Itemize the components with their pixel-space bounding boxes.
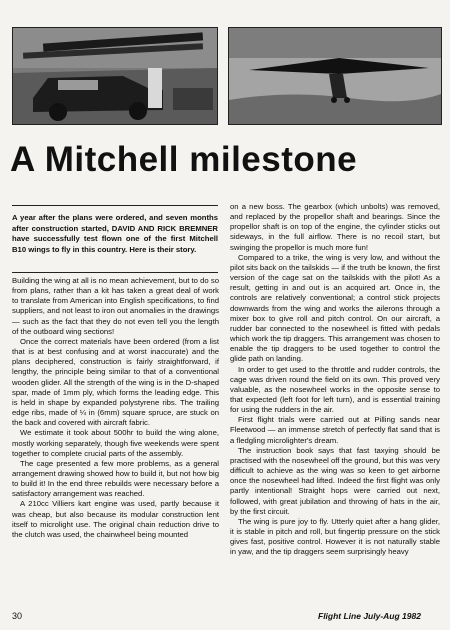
aircraft-in-flight-photo [229, 28, 441, 124]
paragraph: The cage presented a few more problems, as a general arrangement drawing showed how to build it, but not how big to build it! In the end three rebuilds were necessary before a satisfactory arrangement was reached. [12, 458, 219, 499]
article-title: A Mitchell milestone [10, 140, 358, 179]
photo-car-transporting-wing [12, 27, 218, 125]
paragraph: The wing is pure joy to fly. Utterly quiet after a hang glider, it is stable in pitch and roll, but fingertip pressure on the stick gives fast, positive control. However it is not naturally stable in yaw, and the tip draggers seem surprisingly heavy [230, 516, 440, 557]
paragraph: We estimate it took about 500hr to build the wing alone, mostly working separately, though five weekends were spent together to complete crucial parts of the assembly. [12, 428, 219, 458]
publication-footer: Flight Line July-Aug 1982 [318, 611, 421, 621]
paragraph: Compared to a trike, the wing is very low, and without the pilot sits back on the tailskids — if the truth be known, the first version of the cage sat on the tailskids with the pilot! As a result, getting in and out is an acquired art. Once in, the controls are relatively conventional; a control stick projects downwards from the wing and works the ailerons through a mixer box to give roll and pitch control. On our aircraft, a rudder bar connected to the nosewheel is fitted with pedals which work the tip draggers. This arrangement was chosen to enable the tip draggers to be used together to control the glide path on landing. [230, 252, 440, 364]
article-intro: A year after the plans were ordered, and seven months after construction started, DAVID AND RICK BREMNER have successfully test flown one of the first Mitchell B10 wings to fly in this country. Here is their story. [12, 213, 218, 254]
paragraph: on a new boss. The gearbox (which unbolts) was removed, and replaced by the propellor shaft and bearings. Since the propellor shaft is on top of the engine, the cylinder sticks out sideways, in the full airflow. There is no recoil start, but swinging the propellor is much more fun! [230, 202, 440, 252]
paragraph: The instruction book says that fast taxying should be practised with the nosewheel off the ground, but this was very difficult to achieve as the wing was so keen to get airborne once the nosewheel had lifted. Indeed the first flight was only partly intentional! Straight hops were carried out next, followed, with great jubilation and throwing of hats in the air, by the first circuit. [230, 445, 440, 516]
car-with-wing-photo [13, 28, 217, 124]
paragraph: Once the correct materials have been ordered (from a list that is at best confusing and at worst inaccurate) and the plans deciphered, construction is fairly straightforward, if lengthy, the principle being similar to that of a conventional wooden glider. All the strength of the wing is in the D-shaped spar, made of 1mm ply, which forms the leading edge. This is held in shape by expanded polystyrene ribs. The trailing edge ribs, made of ¼ in (6mm) square spruce, are stuck on the back and covered with aircraft fabric. [12, 336, 219, 428]
paragraph: In order to get used to the throttle and rudder controls, the cage was driven round the field on its own. This proved very valuable, as the nosewheel works in the opposite sense to that expected (left foot for left turn), and is essential training for using the rudders in the air. [230, 364, 440, 415]
photo-aircraft-flying [228, 27, 442, 125]
paragraph: First flight trials were carried out at Pilling sands near Fleetwood — an immense stretch of perfectly flat sand that is a fledgling microlighter's dream. [230, 415, 440, 445]
paragraph: A 210cc Villiers kart engine was used, partly because it was cheap, but also because its modular construction lent itself to microlight use. The original chain reduction drive to the clutch was used, the chainwheel being mounted [12, 499, 219, 539]
intro-top-rule [12, 205, 218, 206]
page-number: 30 [12, 611, 23, 621]
paragraph: Building the wing at all is no mean achievement, but to do so from plans, rather than a kit has taken a great deal of work to translate from American into English specifications, to find suppliers, and not least to iron out anomalies in the drawings — such as the fact that they do not even tell you the length of the outboard wing sections! [12, 276, 219, 336]
intro-bottom-rule [12, 272, 218, 273]
body-column-left [12, 276, 219, 540]
body-column-right [230, 202, 440, 557]
